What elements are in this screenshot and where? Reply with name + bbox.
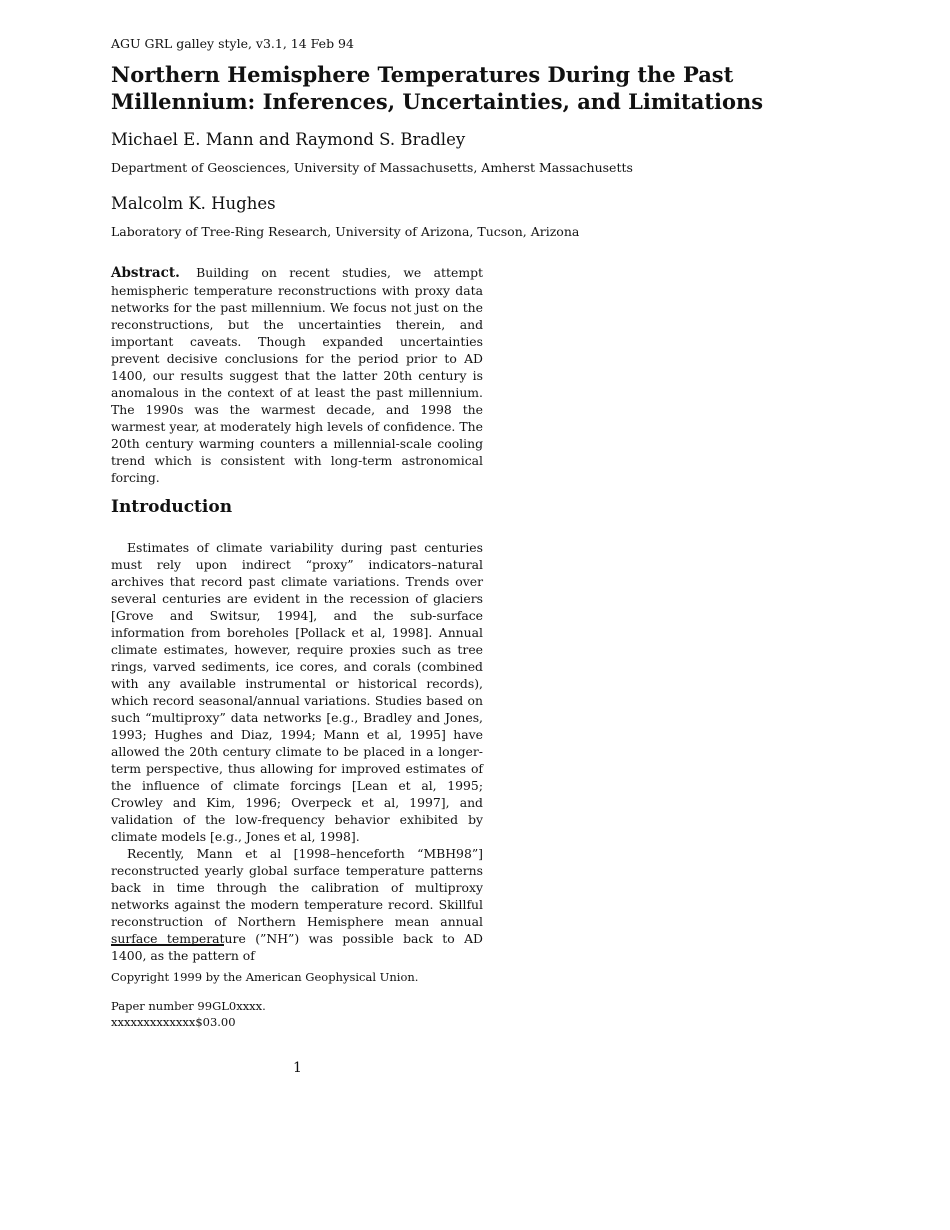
- section-heading-introduction: Introduction: [111, 497, 233, 517]
- introduction-body: [111, 539, 483, 964]
- intro-paragraph: Estimates of climate variability during past centuries must rely upon indirect “proxy” indicators–natural archives that record past climate variations. Trends over several centuries are evident in the recession of glaciers [Grove and Switsur, 1994], and the sub-surface information from boreholes [Pollack et al, 1998]. Annual climate estimates, however, require proxies such as tree rings, varved sediments, ice cores, and corals (combined with any available instrumental or historical records), which record seasonal/annual variations. Studies based on such “multiproxy” data networks [e.g., Bradley and Jones, 1993; Hughes and Diaz, 1994; Mann et al, 1995] have allowed the 20th century climate to be placed in a longer-term perspective, thus allowing for improved estimates of the influence of climate forcings [Lean et al, 1995; Crowley and Kim, 1996; Overpeck et al, 1997], and validation of the low-frequency behavior exhibited by climate models [e.g., Jones et al, 1998].: [111, 540, 483, 844]
- paper-number: Paper number 99GL0xxxx.: [111, 999, 266, 1013]
- paper-code: xxxxxxxxxxxxx$03.00: [111, 1015, 236, 1029]
- title-line-2: Millennium: Inferences, Uncertainties, and Limitations: [111, 89, 764, 114]
- abstract: [111, 264, 483, 486]
- title-line-1: Northern Hemisphere Temperatures During the Past: [111, 62, 734, 87]
- intro-paragraph: Recently, Mann et al [1998–henceforth “MBH98”] reconstructed yearly global surface temperature patterns back in time through the calibration of multiproxy networks against the modern temperature record. Skillful reconstruction of Northern Hemisphere mean annual surface temperature (”NH”) was possible back to AD 1400, as the pattern of: [111, 846, 483, 963]
- footnote-rule: [111, 944, 224, 946]
- abstract-text: Building on recent studies, we attempt hemispheric temperature reconstructions with proxy data networks for the past millennium. We focus not just on the reconstructions, but the uncertainties therein, and important caveats. Though expanded uncertainties prevent decisive conclusions for the period prior to AD 1400, our results suggest that the latter 20th century is anomalous in the context of at least the past millennium. The 1990s was the warmest decade, and 1998 the warmest year, at moderately high levels of confidence. The 20th century warming counters a millennial-scale cooling trend which is consistent with long-term astronomical forcing.: [111, 265, 483, 485]
- author-names: Michael E. Mann and Raymond S. Bradley: [111, 130, 466, 149]
- author-affiliation: Laboratory of Tree-Ring Research, University of Arizona, Tucson, Arizona: [111, 224, 580, 239]
- paper-title: [111, 61, 811, 115]
- page-number: 1: [293, 1060, 302, 1076]
- author-names: Malcolm K. Hughes: [111, 194, 276, 213]
- author-affiliation: Department of Geosciences, University of Massachusetts, Amherst Massachusetts: [111, 160, 633, 175]
- abstract-heading: Abstract.: [111, 265, 180, 281]
- galley-header: AGU GRL galley style, v3.1, 14 Feb 94: [111, 36, 354, 51]
- copyright-note: Copyright 1999 by the American Geophysical Union.: [111, 970, 419, 984]
